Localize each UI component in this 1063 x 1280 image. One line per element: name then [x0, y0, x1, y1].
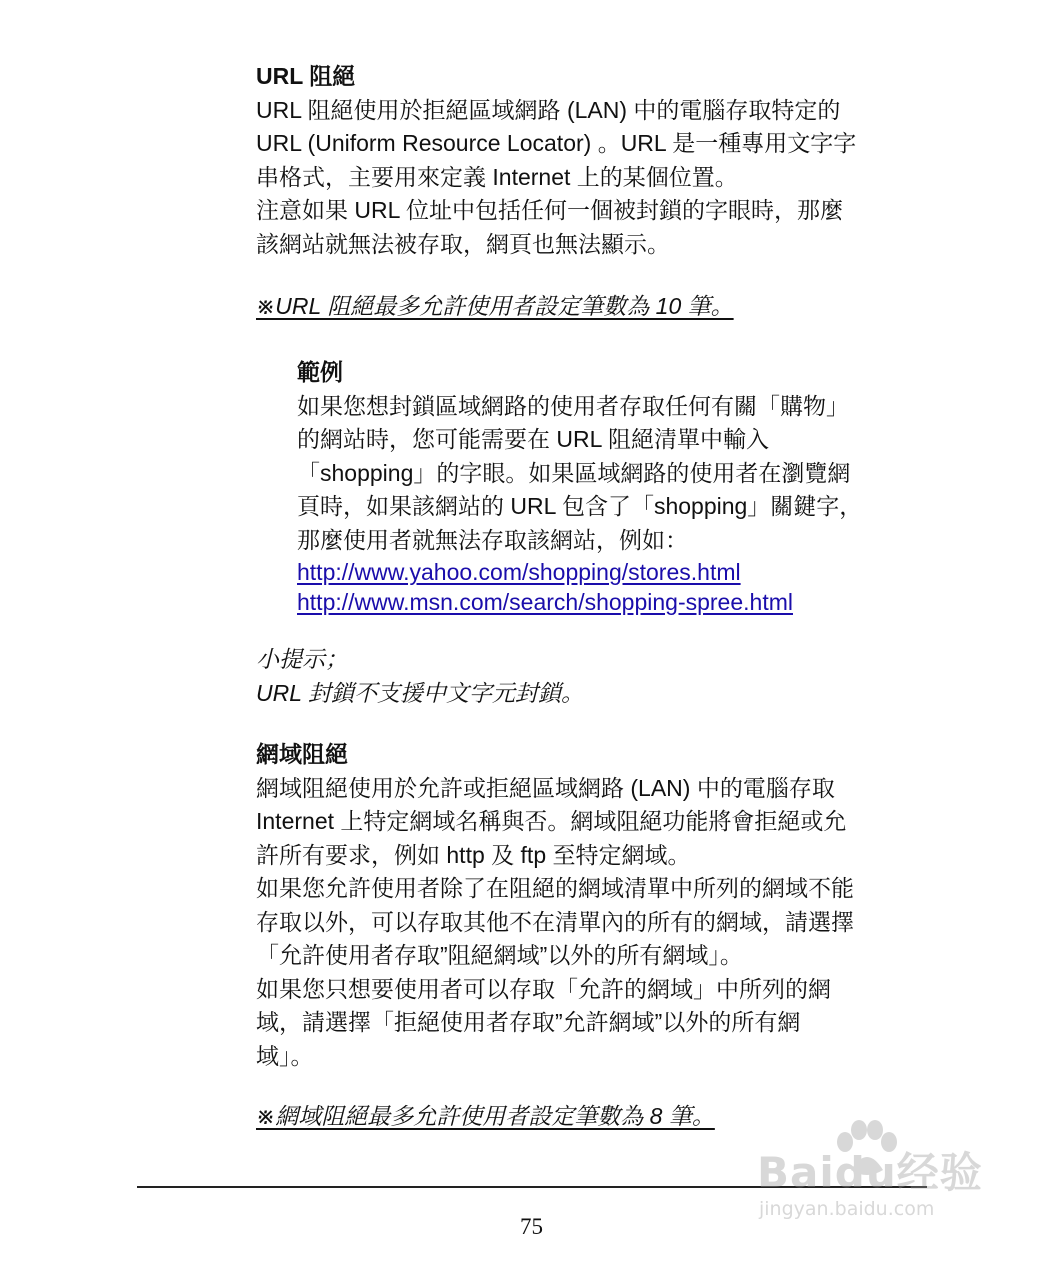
domain-block-line: 域，請選擇「拒絕使用者存取”允許網域”以外的所有網 [256, 1009, 801, 1035]
example-line: 「shopping」的字眼。如果區域網路的使用者在瀏覽網 [297, 459, 851, 486]
domain-block-section [256, 738, 936, 1073]
url-block-section [256, 60, 936, 261]
url-block-heading: URL 阻絕 [256, 63, 356, 89]
example-heading: 範例 [297, 359, 343, 385]
example-section [297, 356, 937, 617]
url-block-note-wrap [256, 290, 936, 324]
example-line: 頁時，如果該網站的 URL 包含了「shopping」關鍵字， [297, 493, 863, 519]
domain-block-line: 「允許使用者存取”阻絕網域”以外的所有網域」。 [256, 942, 743, 968]
tip-section [256, 643, 936, 710]
domain-block-line: 如果您允許使用者除了在阻絕的網域清單中所列的網域不能 [256, 875, 854, 901]
watermark-url: jingyan.baidu.com [759, 1198, 935, 1220]
domain-block-line: 許所有要求，例如 http 及 ftp 至特定網域。 [256, 841, 691, 868]
url-block-line: 注意如果 URL 位址中包括任何一個被封鎖的字眼時，那麼 [256, 197, 843, 223]
baidu-watermark [745, 1118, 1045, 1238]
example-line: 那麼使用者就無法存取該網站，例如： [297, 526, 688, 553]
url-block-line: URL (Uniform Resource Locator) 。URL 是一種專用文字字 [256, 130, 857, 156]
example-line: 如果您想封鎖區域網路的使用者存取任何有關「購物」 [297, 392, 849, 419]
domain-block-line: 域」。 [256, 1042, 314, 1069]
tip-text: URL 封鎖不支援中文字元封鎖。 [256, 679, 584, 706]
url-block-line: 串格式，主要用來定義 Internet 上的某個位置。 [256, 163, 738, 190]
example-link-msn[interactable]: http://www.msn.com/search/shopping-spree.html [297, 589, 793, 615]
tip-title: 小提示； [256, 646, 348, 672]
example-line: 的網站時，您可能需要在 URL 阻絕清單中輸入 [297, 426, 769, 452]
page-number: 75 [520, 1214, 543, 1239]
domain-block-line: Internet 上特定網域名稱與否。網域阻絕功能將會拒絕或允 [256, 808, 847, 834]
domain-block-line: 如果您只想要使用者可以存取「允許的網域」中所列的網 [256, 975, 831, 1002]
domain-block-line: 存取以外，可以存取其他不在清單內的所有的網域，請選擇 [256, 908, 854, 935]
watermark-logo: Baidu经验 [757, 1148, 983, 1197]
url-block-limit-note: ※URL 阻絕最多允許使用者設定筆數為 10 筆。 [256, 293, 734, 319]
url-block-line: 該網站就無法被存取，網頁也無法顯示。 [256, 230, 670, 257]
domain-block-line: 網域阻絕使用於允許或拒絕區域網路 (LAN) 中的電腦存取 [256, 774, 835, 801]
url-block-line: URL 阻絕使用於拒絕區域網路 (LAN) 中的電腦存取特定的 [256, 96, 841, 123]
domain-block-limit-note: ※網域阻絕最多允許使用者設定筆數為 8 筆。 [256, 1103, 715, 1129]
domain-block-heading: 網域阻絕 [256, 741, 348, 767]
example-link-yahoo[interactable]: http://www.yahoo.com/shopping/stores.html [297, 559, 741, 585]
